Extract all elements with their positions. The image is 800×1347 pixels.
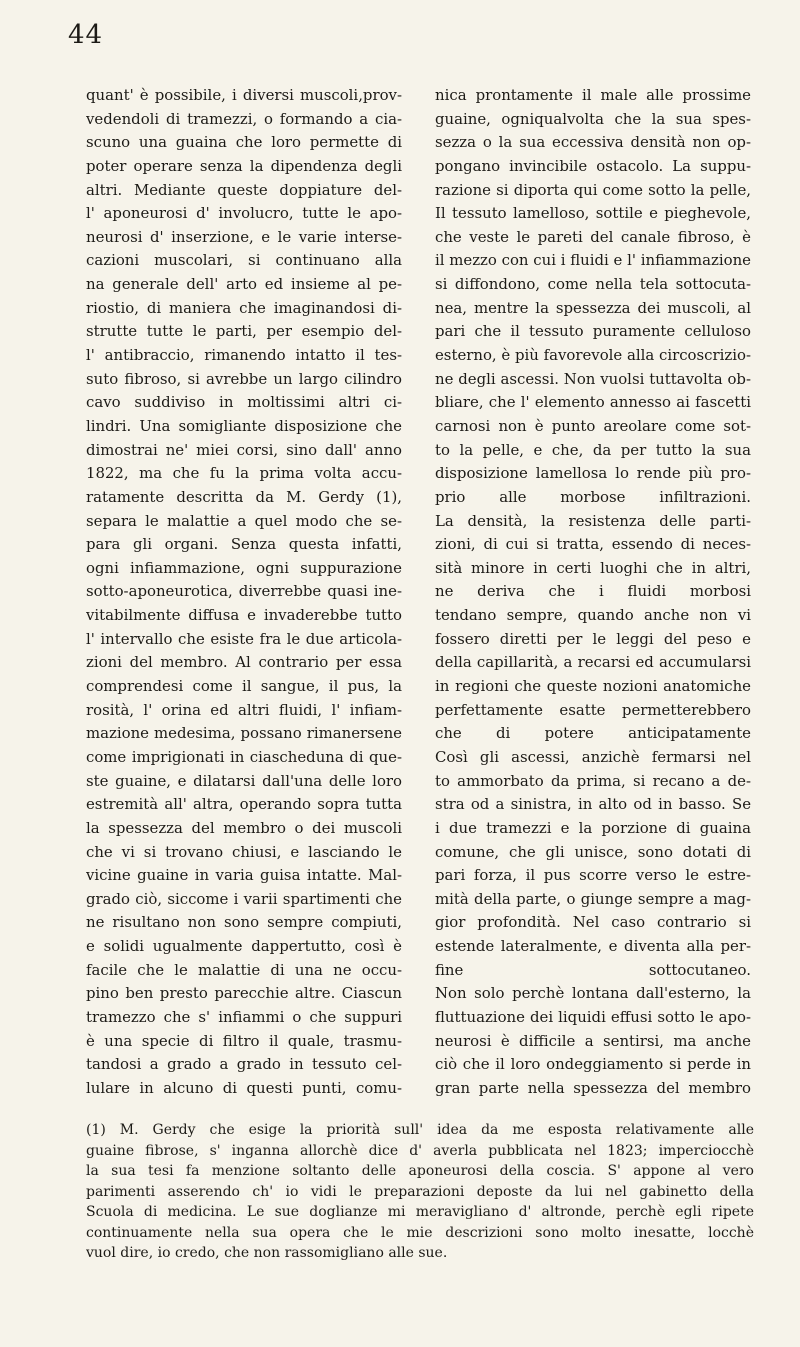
left-column-line: cazioni muscolari, si continuano alla <box>86 251 402 270</box>
right-column-line: fluttuazione dei liquidi effusi sotto le apo- <box>435 1007 751 1026</box>
right-column-line: gior profondità. Nel caso contrario si <box>435 913 751 932</box>
right-column-line: razione si diporta qui come sotto la pelle, <box>435 180 751 199</box>
left-column-line: quant' è possibile, i diversi muscoli,prov- <box>86 86 402 104</box>
right-column-line: tendano sempre, quando anche non vi <box>435 606 751 625</box>
right-column-line: nica prontamente il male alle prossime <box>435 86 751 104</box>
right-column-line: il mezzo con cui i fluidi e l' infiammazione <box>435 251 751 270</box>
right-column-line: Così gli ascessi, anzichè fermarsi nel <box>435 747 751 766</box>
right-column-line: si diffondono, come nella tela sottocuta- <box>435 275 751 294</box>
left-column-line: vedendoli di tramezzi, o formando a cia- <box>86 109 402 128</box>
left-column <box>86 84 402 1101</box>
left-column-line: l' intervallo che esiste fra le due articola- <box>86 629 402 648</box>
right-column-line: Il tessuto lamelloso, sottile e pieghevole, <box>435 204 751 223</box>
right-column-line: bliare, che l' elemento annesso ai fascetti <box>435 393 751 412</box>
left-column-line: rosità, l' orina ed altri fluidi, l' infiam- <box>86 700 402 719</box>
left-column-line: ne risultano non sono sempre compiuti, <box>86 913 402 932</box>
right-column-line: pari che il tessuto puramente celluloso <box>435 322 751 341</box>
right-column-line: esterno, è più favorevole alla circoscrizio- <box>435 346 751 365</box>
right-column-line: ne degli ascessi. Non vuolsi tuttavolta ob- <box>435 369 751 388</box>
left-column-line: vicine guaine in varia guisa intatte. Mal- <box>86 866 402 885</box>
right-column-line: carnosi non è punto areolare come sot- <box>435 416 751 435</box>
left-column-line: facile che le malattie di una ne occu- <box>86 960 402 979</box>
left-column-line: l' antibraccio, rimanendo intatto il tes- <box>86 346 402 365</box>
left-column-line: ratamente descritta da M. Gerdy (1), <box>86 487 402 506</box>
right-column-line: comune, che gli unisce, sono dotati di <box>435 842 751 861</box>
left-column-line: na generale dell' arto ed insieme al pe- <box>86 275 402 294</box>
right-column-line: ciò che il loro ondeggiamento si perde in <box>435 1055 751 1074</box>
left-column-line: la spessezza del membro o dei muscoli <box>86 818 402 837</box>
footnote-line: continuamente nella sua opera che le mie descrizioni sono molto inesatte, locchè <box>86 1224 754 1241</box>
right-column-line: to ammorbato da prima, si recano a de- <box>435 771 751 790</box>
right-column-line: mità della parte, o giunge sempre a mag- <box>435 889 751 908</box>
left-column-line: zioni del membro. Al contrario per essa <box>86 653 402 672</box>
right-column-line: pongano invincibile ostacolo. La suppu- <box>435 156 751 175</box>
page-number: 44 <box>68 20 104 50</box>
footnote-line: vuol dire, io credo, che non rassomigliano alle sue. <box>86 1245 448 1261</box>
left-column-line: cavo suddiviso in moltissimi altri ci- <box>86 393 402 412</box>
right-column-line: guaine, ogniqualvolta che la sua spes- <box>435 109 751 128</box>
left-column-line: ste guaine, e dilatarsi dall'una delle loro <box>86 771 402 790</box>
left-column-line: l' aponeurosi d' involucro, tutte le apo- <box>86 204 402 223</box>
right-column-line: fossero diretti per le leggi del peso e <box>435 629 751 648</box>
right-column-line: neurosi è difficile a sentirsi, ma anche <box>435 1031 751 1050</box>
right-column-line: Non solo perchè lontana dall'esterno, la <box>435 984 751 1003</box>
footnote-line: la sua tesi fa menzione soltanto delle aponeurosi della coscia. S' appone al vero <box>86 1163 754 1179</box>
footnote-line: Scuola di medicina. Le sue doglianze mi meravigliano d' altronde, perchè egli ripete <box>86 1204 754 1220</box>
right-column-line: zioni, di cui si tratta, essendo di neces- <box>435 535 751 554</box>
footnote-line: (1) M. Gerdy che esige la priorità sull' idea da me esposta relativamente alle <box>86 1122 754 1138</box>
right-column-line: i due tramezzi e la porzione di guaina <box>435 818 751 837</box>
right-column-line: che veste le pareti del canale fibroso, è <box>435 227 751 246</box>
right-column-line: che di potere anticipatamente <box>435 724 751 743</box>
footnote-line: parimenti asserendo ch' io vidi le preparazioni deposte da lui nel gabinetto della <box>86 1183 754 1200</box>
right-column-line: to la pelle, e che, da per tutto la sua <box>435 440 751 459</box>
left-column-line: pino ben presto parecchie altre. Ciascun <box>86 984 402 1003</box>
left-column-line: poter operare senza la dipendenza degli <box>86 156 402 175</box>
right-column <box>435 84 751 1101</box>
left-column-line: suto fibroso, si avrebbe un largo cilindro <box>86 369 402 388</box>
left-column-line: e solidi ugualmente dappertutto, così è <box>86 937 402 956</box>
right-column-line: La densità, la resistenza delle parti- <box>435 511 751 530</box>
right-column-line: prio alle morbose infiltrazioni. <box>435 487 751 506</box>
left-column-line: strutte tutte le parti, per esempio del- <box>86 322 402 341</box>
left-column-line: 1822, ma che fu la prima volta accu- <box>86 464 402 483</box>
left-column-line: come imprigionati in ciascheduna di que- <box>86 747 402 766</box>
right-column-line: fine sottocutaneo. <box>435 960 751 979</box>
left-column-line: lulare in alcuno di questi punti, comu- <box>86 1078 402 1097</box>
left-column-line: sotto-aponeurotica, diverrebbe quasi ine- <box>86 582 402 601</box>
left-column-line: tramezzo che s' infiammi o che suppuri <box>86 1007 402 1026</box>
left-column-line: ogni infiammazione, ogni suppurazione <box>86 558 402 577</box>
left-column-line: separa le malattie a quel modo che se- <box>86 511 402 530</box>
right-column-line: gran parte nella spessezza del membro <box>435 1078 751 1097</box>
left-column-line: altri. Mediante queste doppiature del- <box>86 180 402 199</box>
left-column-line: scuno una guaina che loro permette di <box>86 133 402 152</box>
right-column-line: ne deriva che i fluidi morbosi <box>435 582 751 601</box>
left-column-line: grado ciò, siccome i varii spartimenti che <box>86 889 402 908</box>
left-column-line: che vi si trovano chiusi, e lasciando le <box>86 842 402 861</box>
right-column-line: stra od a sinistra, in alto od in basso. Se <box>435 795 751 814</box>
left-column-line: estremità all' altra, operando sopra tutta <box>86 795 402 814</box>
left-column-line: è una specie di filtro il quale, trasmu- <box>86 1031 402 1050</box>
left-column-line: neurosi d' inserzione, e le varie interse- <box>86 227 402 246</box>
right-column-line: in regioni che queste nozioni anatomiche <box>435 677 751 696</box>
right-column-line: disposizione lamellosa lo rende più pro- <box>435 464 751 483</box>
right-column-line: sità minore in certi luoghi che in altri, <box>435 558 751 577</box>
right-column-line: pari forza, il pus scorre verso le estre- <box>435 866 751 885</box>
left-column-line: mazione medesima, possano rimanersene <box>86 724 402 743</box>
left-column-line: dimostrai ne' miei corsi, sino dall' anno <box>86 440 402 459</box>
left-column-line: vitabilmente diffusa e invaderebbe tutto <box>86 606 402 625</box>
right-column-line: sezza o la sua eccessiva densità non op- <box>435 133 751 152</box>
right-column-line: della capillarità, a recarsi ed accumularsi <box>435 653 751 672</box>
left-column-line: lindri. Una somigliante disposizione che <box>86 416 402 435</box>
right-column-line: estende lateralmente, e diventa alla per- <box>435 937 751 956</box>
footnote <box>86 1120 754 1264</box>
left-column-line: comprendesi come il sangue, il pus, la <box>86 677 402 696</box>
right-column-line: nea, mentre la spessezza dei muscoli, al <box>435 298 751 317</box>
footnote-line: guaine fibrose, s' inganna allorchè dice d' averla pubblicata nel 1823; imperciocchè <box>86 1142 754 1159</box>
left-column-line: riostio, di maniera che imaginandosi di- <box>86 298 402 317</box>
right-column-line: perfettamente esatte permetterebbero <box>435 700 751 719</box>
left-column-line: para gli organi. Senza questa infatti, <box>86 535 402 554</box>
left-column-line: tandosi a grado a grado in tessuto cel- <box>86 1055 402 1074</box>
